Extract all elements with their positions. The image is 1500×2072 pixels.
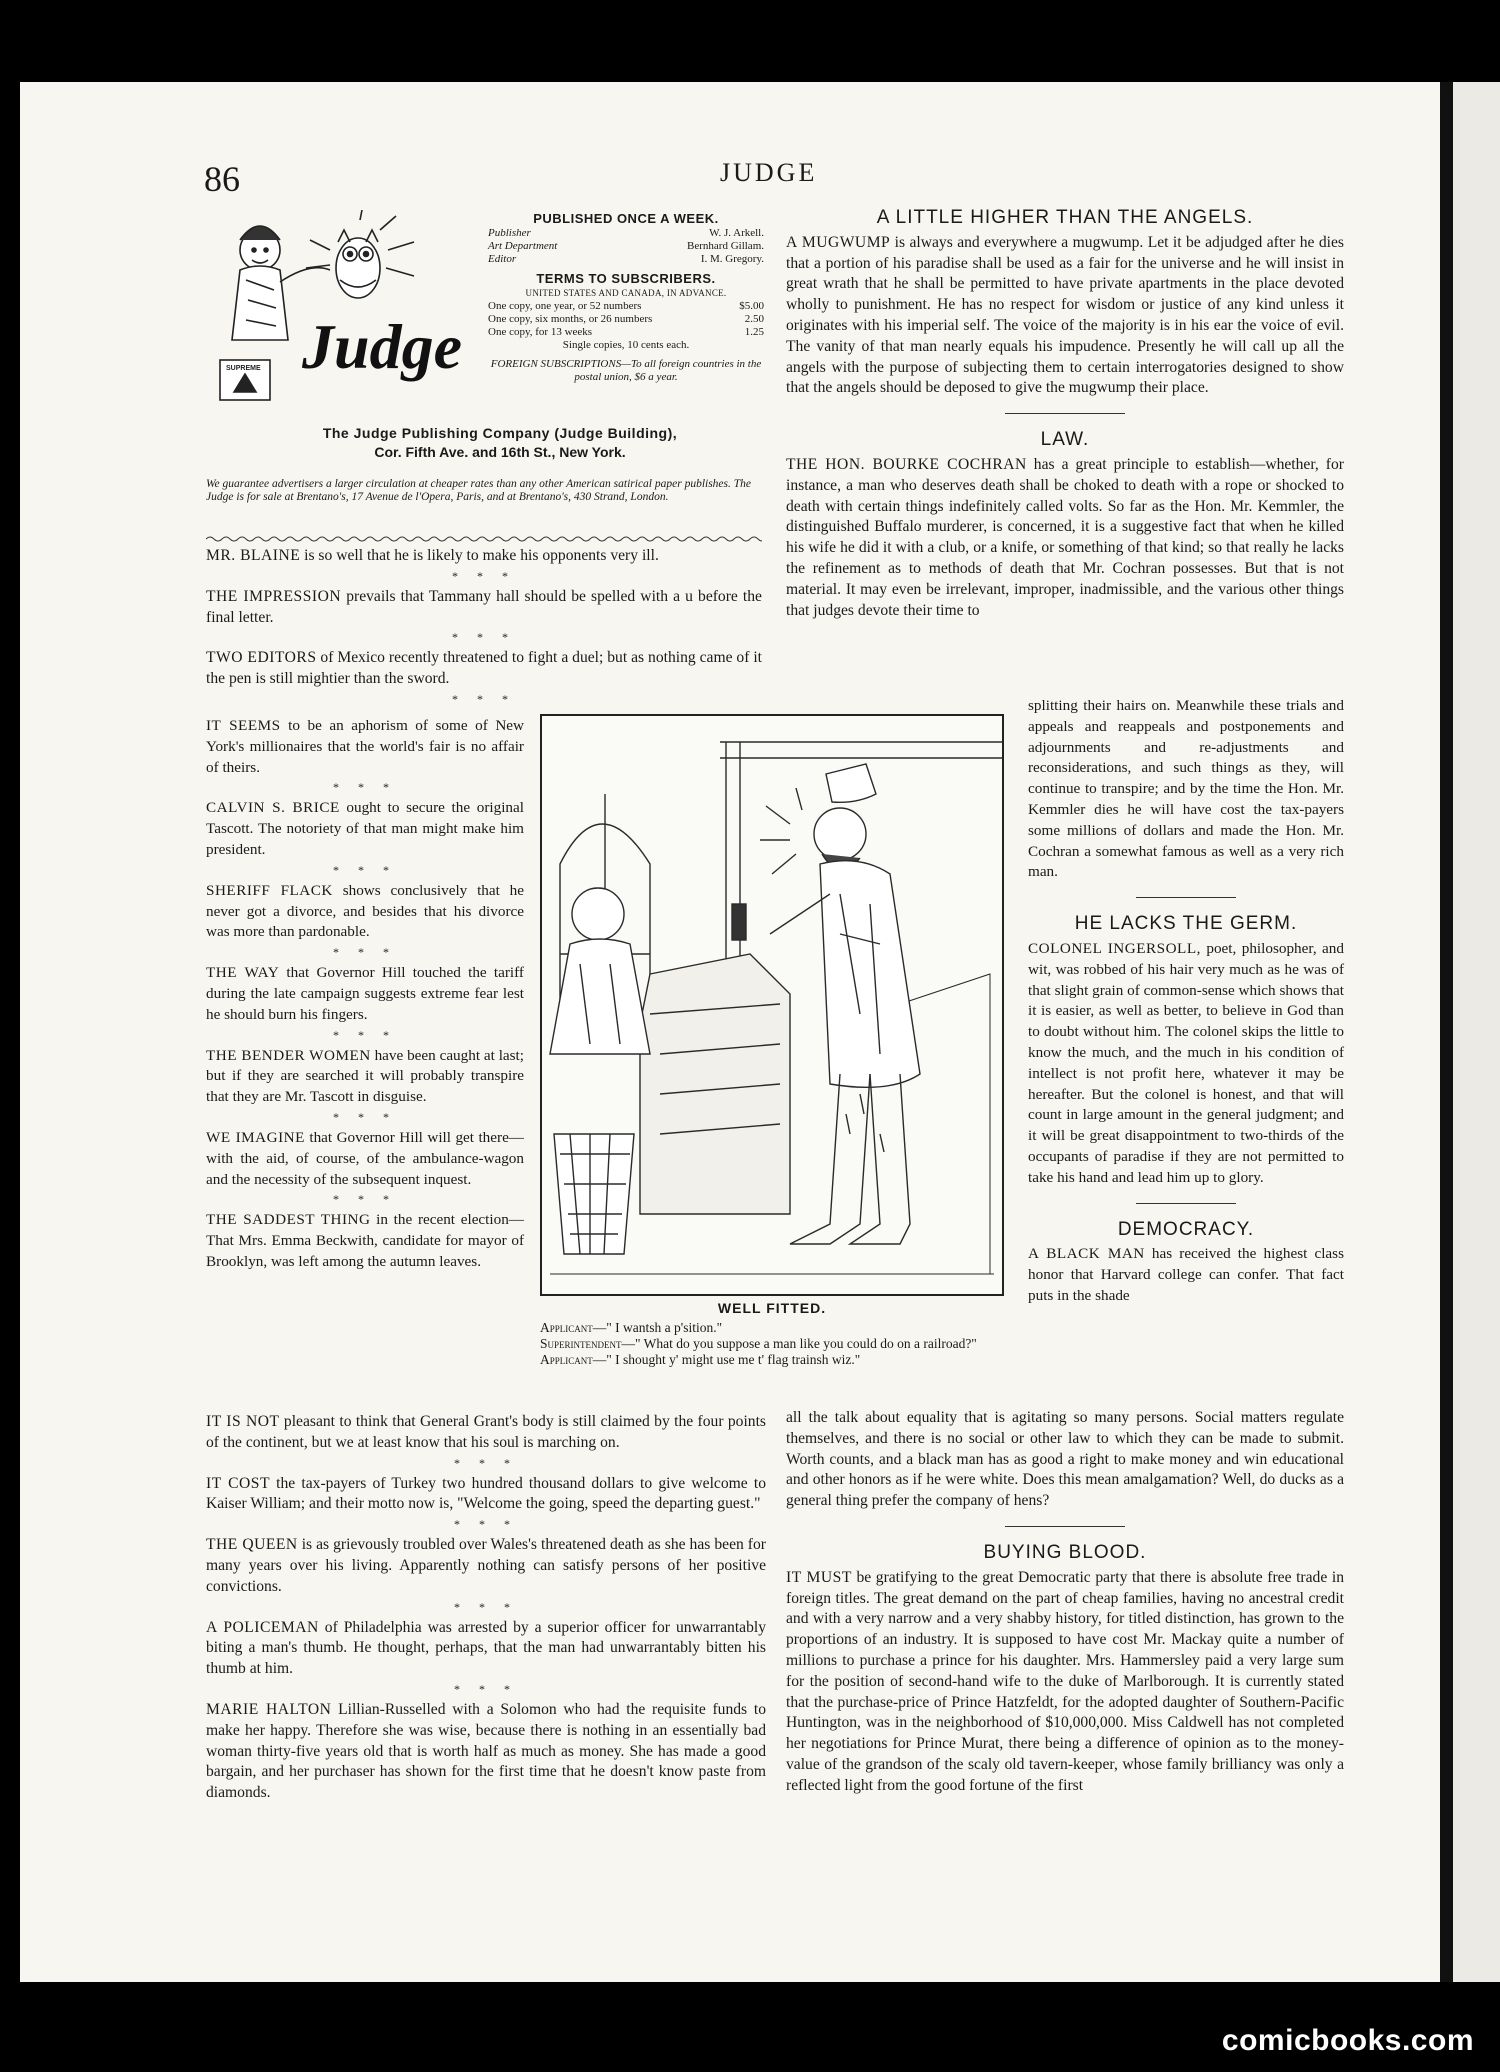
article-title-blood: BUYING BLOOD. — [983, 1541, 1147, 1563]
right-column-narrow — [1028, 696, 1344, 1307]
right-column-bottom — [786, 1408, 1344, 1797]
divider — [1005, 1526, 1125, 1527]
article-body-germ: COLONEL INGERSOLL, poet, philosopher, and wit, was robbed of his hair very much as he was of that slight grain of common-sense which shows that it is easier, as well as better, to believe in God than to doubt without him. The colonel skips the little to know the much, and the much in his condition of intellect is not profit here, whatever it may be hereafter. But the colonel is honest, and that will count in large amount in the general judgment; and it will be great disappointment to two-thirds of the occupants of paradise if they are not permitted to take his hand and lead him up to glory. — [1028, 939, 1344, 1186]
masthead-illustration — [210, 210, 490, 410]
left-column-bottom — [206, 1412, 766, 1804]
divider — [1005, 413, 1125, 414]
single-copy: Single copies, 10 cents each. — [562, 339, 690, 351]
published-heading: PUBLISHED ONCE A WEEK. — [533, 211, 719, 226]
caption-line: Superintendent—" What do you suppose a man like you could do on a railroad?" — [540, 1336, 977, 1351]
paragraph: WE IMAGINE that Governor Hill will get there—with the aid, of course, of the ambulance-wagon and the necessity of the subsequent inquest. — [206, 1128, 524, 1188]
next-page-edge — [1453, 82, 1500, 1982]
terms-sub: UNITED STATES AND CANADA, IN ADVANCE. — [525, 288, 727, 298]
running-head: JUDGE — [720, 158, 818, 187]
separator: * * * — [333, 1109, 397, 1124]
staff-row: Art Department Bernhard Gillam. — [488, 240, 764, 252]
caption-title: WELL FITTED. — [717, 1300, 827, 1316]
staff-row: Editor I. M. Gregory. — [488, 253, 764, 265]
separator: * * * — [333, 945, 397, 960]
watermark: comicbooks.com — [1221, 2024, 1474, 2057]
paragraph: IT IS NOT pleasant to think that General Grant's body is still claimed by the four points of the continent, but we at least know that his soul is marching on. — [206, 1413, 766, 1451]
masthead-box-label: SUPREME — [226, 365, 261, 372]
foreign-subscriptions: FOREIGN SUBSCRIPTIONS—To all foreign countries in the postal union, $6 a year. — [490, 358, 762, 383]
article-body-blood: IT MUST be gratifying to the great Democratic party that there is absolute free trade in foreign titles. The great demand on the part of cheap families, having no ancestral credit and with a very narrow and a very shabby history, for titled distinction, has grown to the proportions of an industry. It is supposed to have cost Mr. Mackay quite a number of millions to purchase a prince for his daughter. Mrs. Hammersley paid a very large sum for the position of second-hand wife to the duke of Marlborough. It is currently stated that the purchase-price of Prince Hatzfeldt, for the adopted daughter of Southern-Pacific Huntington, was in the neighborhood of $10,000,000. Miss Caldwell has not completed her negotiations for Prince Murat, there being a difference of opinion as to the money-value of the grandson of the scaly old tavern-keeper, whose family brilliancy was only a reflected light from the good fortune of the first — [786, 1568, 1344, 1794]
article-title-democracy: DEMOCRACY. — [1117, 1218, 1255, 1240]
left-column-top — [206, 546, 762, 710]
page-number: 86 — [204, 159, 240, 199]
caption-line: Applicant—" I wantsh a p'sition." — [540, 1320, 723, 1335]
separator: * * * — [452, 630, 516, 645]
article-body-law-cont: splitting their hairs on. Meanwhile these trials and appeals and reappeals and postponements and adjournments and re-adjustments and reconsiderations, and such things as they, will continue to transpire; and by the time the Hon. Mr. Kemmler dies he will have cost the tax-payers some millions of dollars and made the Hon. Mr. Cochran a somewhat famous as well as a very rich man. — [1028, 697, 1344, 881]
article-body-law: THE HON. BOURKE COCHRAN has a great principle to establish—whether, for instance, a man who deserves death shall be choked to death with a rope or shocked to death with certain things indefinitely called volts. So far as the Hon. Mr. Kemmler, the distinguished Buffalo murderer, is concerned, it is a suggestive fact that when he killed his wife he did it with a club, or a knife, or something of that kind; so that really he lacks the refinement as to methods of death that Mr. Cochran possesses. But that is not material. It may even be irrelevant, improper, inadmissible, and the various other things that judges devote their time to — [786, 455, 1344, 619]
paragraph: MARIE HALTON Lillian-Russelled with a Solomon who had the requisite funds to make her happy. Therefore she was wise, because there is nothing in an essentially bad woman thirty-five years old that is worth half as much as money. She has made a good bargain, and her purchaser has shown for the first time that he doesn't know paste from diamonds. — [206, 1700, 766, 1802]
paragraph: CALVIN S. BRICE ought to secure the original Tascott. The notoriety of that man might make him president. — [206, 799, 524, 858]
article-title-angels: A LITTLE HIGHER THAN THE ANGELS. — [876, 207, 1254, 228]
cartoon-illustration — [540, 714, 1004, 1296]
separator: * * * — [454, 1599, 518, 1614]
publisher-block — [240, 424, 760, 462]
right-column-top — [786, 208, 1344, 621]
caption-line: Applicant—" I shought y' might use me t' flag trainsh wiz." — [540, 1352, 861, 1367]
publisher-address: Cor. Fifth Ave. and 16th St., New York. — [374, 444, 626, 460]
cartoon-caption — [540, 1300, 1004, 1368]
paragraph: THE IMPRESSION prevails that Tammany hall should be spelled with a u before the final letter. — [206, 587, 762, 626]
terms-heading: TERMS TO SUBSCRIBERS. — [536, 271, 716, 286]
article-title-germ: HE LACKS THE GERM. — [1074, 913, 1298, 935]
rate-row: One copy, for 13 weeks 1.25 — [488, 326, 764, 338]
paragraph: MR. BLAINE is so well that he is likely to make his opponents very ill. — [206, 547, 659, 564]
separator: * * * — [333, 780, 397, 795]
separator: * * * — [452, 568, 516, 583]
divider — [1136, 1203, 1236, 1204]
separator: * * * — [333, 1192, 397, 1207]
divider — [1136, 897, 1236, 898]
publisher-name: The Judge Publishing Company (Judge Building), — [322, 425, 678, 441]
paragraph: SHERIFF FLACK shows conclusively that he never got a divorce, and besides that his divorce was more than pardonable. — [206, 881, 524, 941]
advertiser-notice: We guarantee advertisers a larger circulation at cheaper rates than any other American satirical paper publishes. The Judge is for sale at Brentano's, 17 Avenue de l'Opera, Paris, and at Brentano's, 430 Strand, London. — [206, 478, 752, 503]
paragraph: THE SADDEST THING in the recent election—That Mrs. Emma Beckwith, candidate for mayor of Brooklyn, was left among the autumn leaves. — [206, 1211, 524, 1270]
masthead-info — [488, 212, 764, 384]
paragraph: IT SEEMS to be an aphorism of some of New York's millionaires that the world's fair is no affair of theirs. — [206, 717, 524, 776]
rate-row: One copy, one year, or 52 numbers $5.00 — [488, 300, 764, 312]
left-column-narrow — [206, 716, 524, 1273]
staff-row: Publisher W. J. Arkell. — [488, 227, 764, 239]
paragraph: A POLICEMAN of Philadelphia was arrested by a superior officer for unwarrantably biting a man's thumb. He thought, perhaps, that the man had unwarrantably bitten his thumb at him. — [206, 1618, 767, 1678]
paragraph: THE BENDER WOMEN have been caught at last; but if they are searched it will probably transpire that they are Mr. Tascott in disguise. — [206, 1046, 525, 1106]
paragraph: TWO EDITORS of Mexico recently threatened to fight a duel; but as nothing came of it the pen is still mightier than the sword. — [206, 649, 762, 688]
paragraph: THE QUEEN is as grievously troubled over Wales's threatened death as she has been for many years over his living. Apparently nothing can satisfy persons of her positive convictions. — [206, 1536, 766, 1595]
separator: * * * — [333, 1027, 397, 1042]
article-body-angels: A MUGWUMP is always and everywhere a mugwump. Let it be adjudged after he dies that a portion of his paradise shall be used as a fair for the universe and he will insist in great wrath that he shall be permitted to have private apartments in the place devoted wholly to punishment. He has no respect for wisdom or justice of any kind unless it originates with his imperial self. The voice of the majority is in his ear the voice of evil. The vanity of that man nearly equals his impudence. Presently he will call up all the angels with the purpose of subjecting them to certain interrogatories designed to show that the angels should be deposed to give the mugwump their place. — [786, 233, 1344, 397]
wavy-rule — [206, 535, 762, 543]
separator: * * * — [452, 691, 516, 706]
article-body-democracy-cont: all the talk about equality that is agitating so many persons. Social matters regulate themselves, and there is no social or other law to which they can be made to submit. Worth counts, and a black man has as good a right to make money and win educational and other honors as if he were white. Does this mean amalgamation? Well, do ducks as a general thing prefer the company of hens? — [786, 1409, 1344, 1510]
paragraph: IT COST the tax-payers of Turkey two hundred thousand dollars to give welcome to Kaiser William; and their motto now is, "Welcome the going, speed the departing guest." — [206, 1474, 766, 1513]
page-gutter — [1440, 82, 1453, 1982]
judge-logo: Judge — [302, 311, 462, 382]
rate-row: One copy, six months, or 26 numbers 2.50 — [488, 313, 764, 325]
separator: * * * — [333, 862, 397, 877]
paragraph: THE WAY that Governor Hill touched the tariff during the late campaign suggests extreme fear lest he should burn his fingers. — [206, 964, 524, 1023]
separator: * * * — [454, 1681, 518, 1696]
separator: * * * — [454, 1455, 518, 1470]
separator: * * * — [454, 1517, 518, 1532]
article-title-law: LAW. — [1040, 429, 1090, 451]
article-body-democracy: A BLACK MAN has received the highest class honor that Harvard college can confer. That fact puts in the shade — [1028, 1245, 1344, 1304]
